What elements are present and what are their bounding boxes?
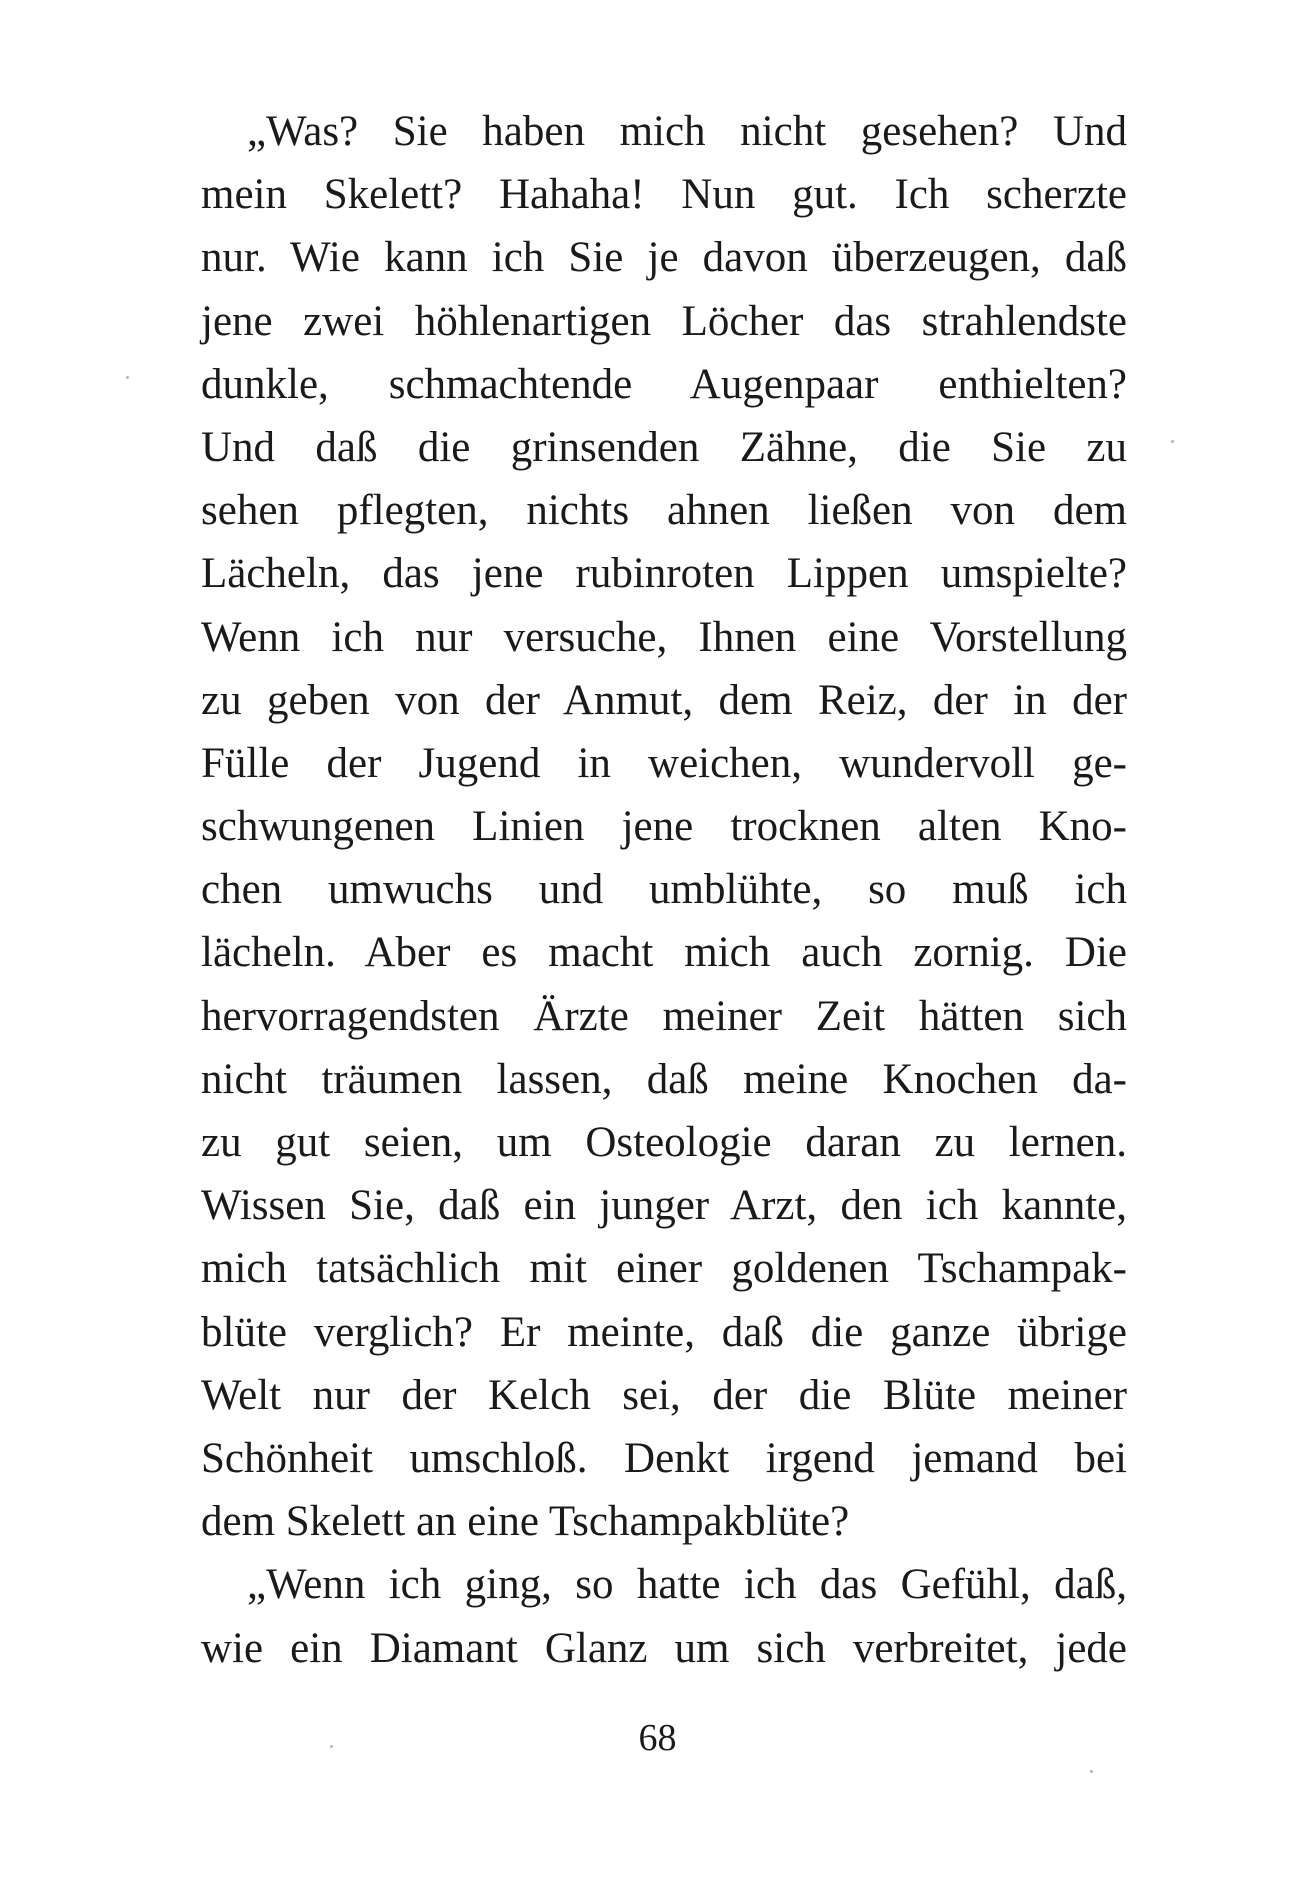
text-line: Schönheit umschloß. Denkt irgend jemand bei — [201, 1434, 1127, 1482]
text-line: Lächeln, das jene rubinroten Lippen umspielte? — [201, 550, 1127, 598]
text-line: Wissen Sie, daß ein junger Arzt, den ich kannte, — [201, 1182, 1127, 1230]
text-line: jene zwei höhlenartigen Löcher das strahlendste — [201, 297, 1127, 345]
text-line: sehen pflegten, nichts ahnen ließen von dem — [201, 487, 1127, 535]
text-line: nicht träumen lassen, daß meine Knochen da- — [201, 1055, 1127, 1103]
text-line: Welt nur der Kelch sei, der die Blüte meiner — [201, 1371, 1127, 1419]
paper-speck — [1171, 440, 1174, 443]
body-text — [201, 100, 1127, 1680]
text-line: „Wenn ich ging, so hatte ich das Gefühl, daß, — [247, 1561, 1127, 1609]
text-line: mein Skelett? Hahaha! Nun gut. Ich scherzte — [201, 171, 1127, 219]
text-line: lächeln. Aber es macht mich auch zornig. Die — [201, 929, 1127, 977]
text-line: blüte verglich? Er meinte, daß die ganze übrige — [201, 1308, 1127, 1356]
paper-speck — [126, 376, 129, 379]
text-line: „Was? Sie haben mich nicht gesehen? Und — [247, 108, 1127, 155]
text-line: Wenn ich nur versuche, Ihnen eine Vorstellung — [201, 613, 1127, 661]
text-line: mich tatsächlich mit einer goldenen Tschampak- — [201, 1245, 1127, 1293]
text-line: dem Skelett an eine Tschampakblüte? — [201, 1498, 850, 1546]
paper-speck — [1090, 1770, 1093, 1773]
page-number: 68 — [638, 1717, 677, 1759]
text-line: nur. Wie kann ich Sie je davon überzeugen, daß — [201, 234, 1127, 282]
text-line: Und daß die grinsenden Zähne, die Sie zu — [201, 423, 1127, 471]
text-line: hervorragendsten Ärzte meiner Zeit hätten sich — [201, 992, 1127, 1040]
paper-speck — [330, 1745, 333, 1748]
text-line: wie ein Diamant Glanz um sich verbreitet, jede — [201, 1624, 1127, 1672]
text-line: chen umwuchs und umblühte, so muß ich — [201, 866, 1127, 914]
text-line: zu gut seien, um Osteologie daran zu lernen. — [201, 1119, 1127, 1166]
text-line: dunkle, schmachtende Augenpaar enthielten? — [201, 360, 1127, 408]
text-line: zu geben von der Anmut, dem Reiz, der in der — [201, 676, 1127, 724]
text-line: Fülle der Jugend in weichen, wundervoll ge- — [201, 739, 1127, 787]
text-line: schwungenen Linien jene trocknen alten Kno- — [201, 803, 1127, 851]
